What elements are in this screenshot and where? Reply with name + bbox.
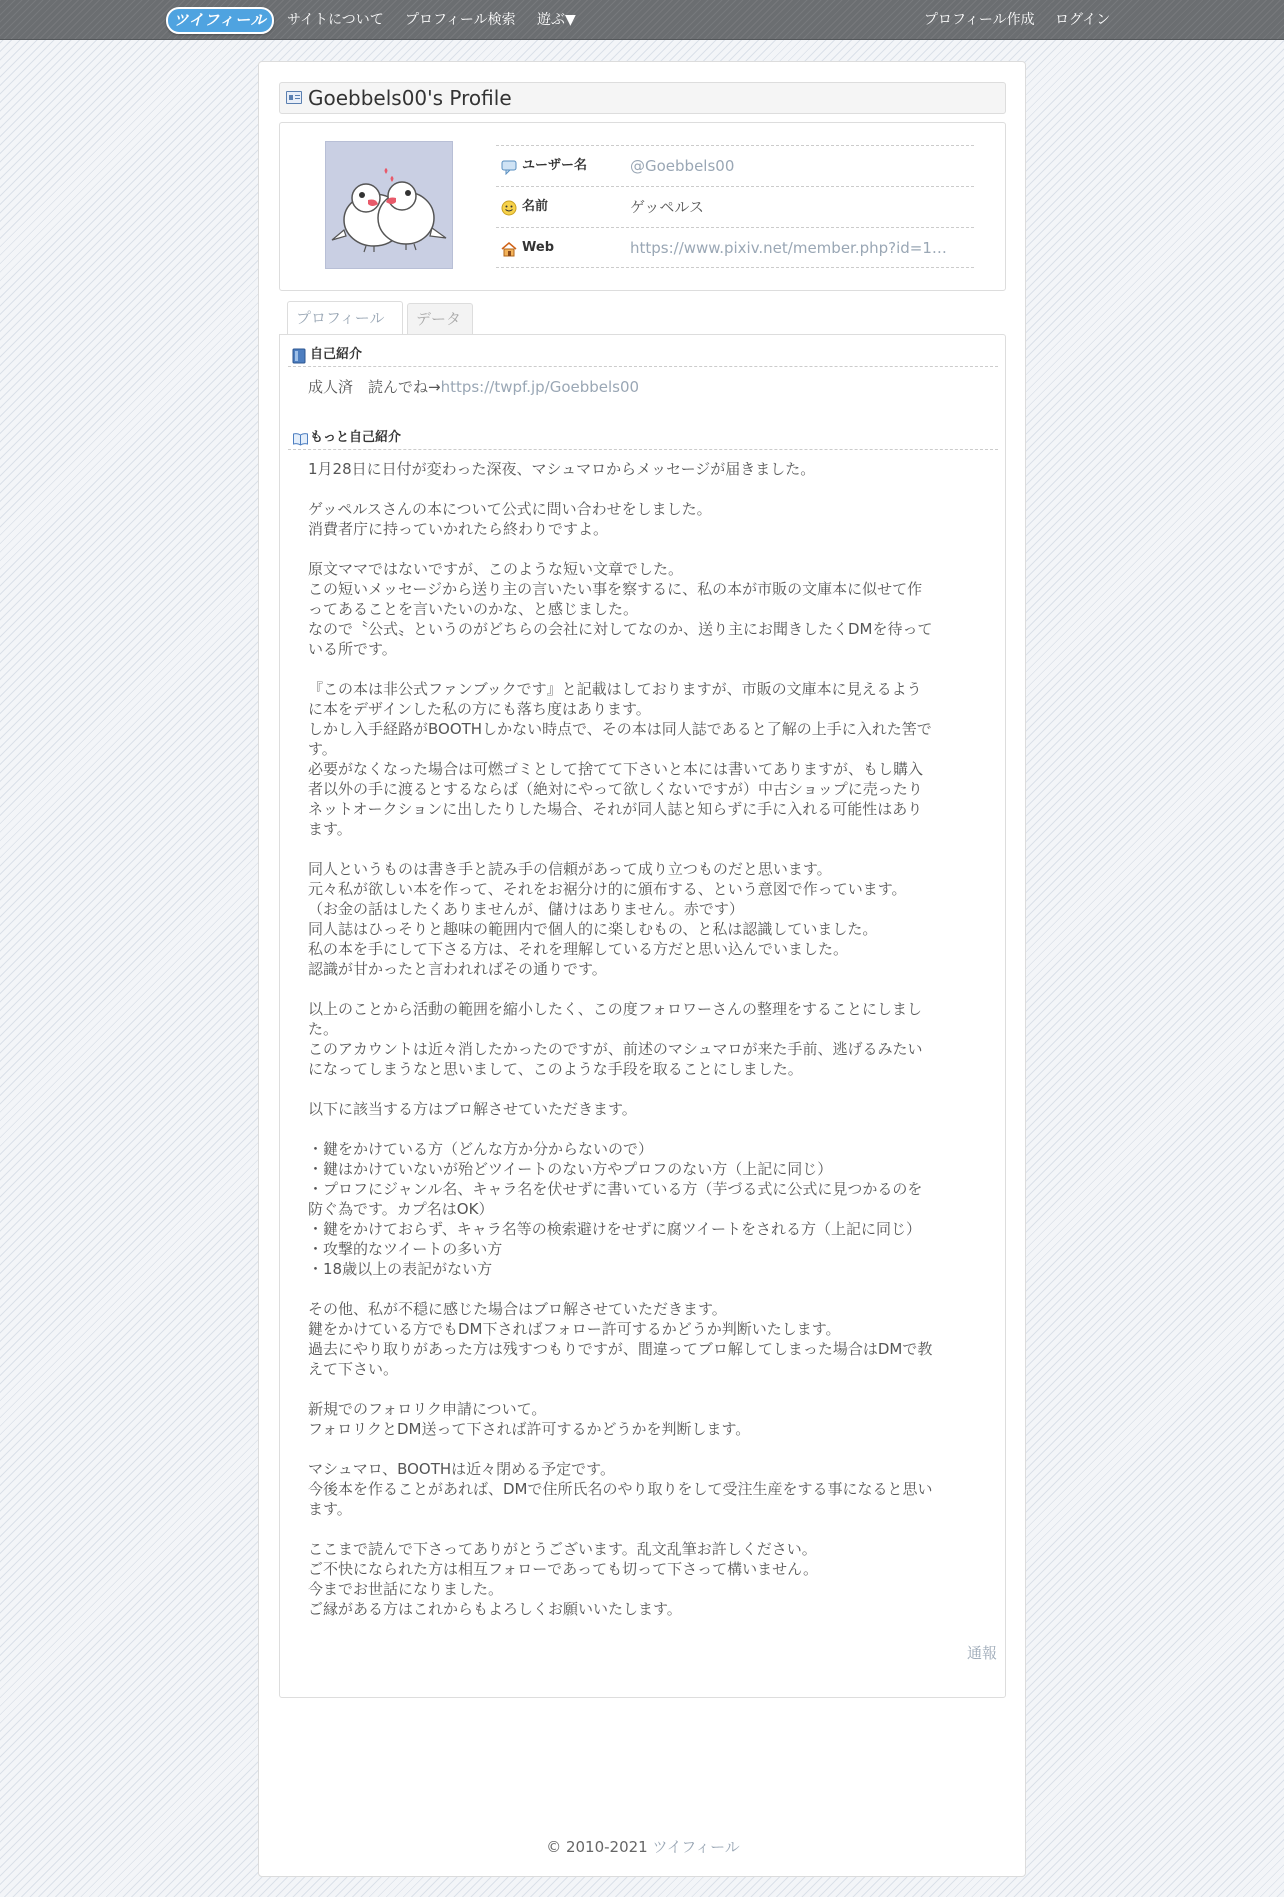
more-line: なので〝公式〟というのがどちらの会社に対してなのか、送り主にお聞きしたくDMを待って [308, 620, 933, 638]
more-paragraph [308, 1459, 978, 1519]
more-line: ネットオークションに出したりした場合、それが同人誌と知らずに手に入れる可能性はあり [308, 800, 923, 818]
more-line: えて下さい。 [308, 1360, 399, 1378]
more-paragraph [308, 499, 978, 539]
notebook-icon [292, 348, 306, 364]
username-link[interactable]: @Goebbels00 [630, 157, 735, 175]
more-line: 以上のことから活動の範囲を縮小したく、この度フォロワーさんの整理をすることにしまし [308, 1000, 922, 1018]
more-line: 私の本を手にして下さる方は、それを理解している方だと思い込んでいました。 [308, 940, 849, 958]
more-line: 防ぐ為です。カプ名はOK） [308, 1200, 494, 1218]
bio-text [308, 377, 978, 397]
web-label: Web [522, 240, 554, 255]
more-line: 同人というものは書き手と読み手の信頼があって成り立つものだと思います。 [308, 860, 832, 878]
site-logo[interactable]: ツイフィール [166, 7, 274, 34]
more-line: ここまで読んで下さってありがとうございます。乱文乱筆お許しください。 [308, 1540, 817, 1558]
more-line: になってしまうなと思いまして、このような手段を取ることにしました。 [308, 1060, 803, 1078]
nav-link-about[interactable]: サイトについて [287, 12, 384, 28]
more-line: ます。 [308, 820, 352, 838]
more-line: た。 [308, 1020, 339, 1038]
more-line: いる所です。 [308, 640, 397, 658]
more-paragraph [308, 1099, 978, 1119]
more-line: 今までお世話になりました。 [308, 1580, 504, 1598]
more-line: 1月28日に日付が変わった深夜、マシュマロからメッセージが届きました。 [308, 460, 816, 478]
more-paragraph [308, 859, 978, 979]
more-line: その他、私が不穏に感じた場合はブロ解させていただきます。 [308, 1300, 727, 1318]
profile-summary [279, 122, 1006, 291]
more-line: 今後本を作ることがあれば、DMで住所氏名のやり取りをして受注生産をする事になると思い [308, 1480, 933, 1498]
info-row-name [496, 186, 974, 227]
more-paragraph [308, 1399, 978, 1439]
more-line: 新規でのフォロリク申請について。 [308, 1400, 547, 1418]
bio-section-title: 自己紹介 [310, 347, 363, 362]
more-line: ・鍵をかけておらず、キャラ名等の検索避けをせずに腐ツイートをされる方（上記に同じ） [308, 1220, 922, 1238]
tab-profile[interactable]: プロフィール [287, 301, 403, 335]
more-paragraph [308, 559, 978, 659]
info-row-web [496, 227, 974, 268]
more-line: 必要がなくなった場合は可燃ゴミとして捨てて下さいと本には書いてありますが、もし購入 [308, 760, 924, 778]
more-line: す。 [308, 740, 337, 758]
more-line: しかし入手経路がBOOTHしかない時点で、その本は同人誌であると了解の上手に入れた筈で [308, 720, 932, 738]
more-line: ってあることを言いたいのかな、と感じました。 [308, 600, 639, 618]
more-line: （お金の話はしたくありませんが、儲けはありません。赤です） [308, 900, 744, 918]
top-navbar [0, 0, 1284, 40]
more-line: ・鍵をかけている方（どんな方か分からないので） [308, 1140, 654, 1158]
more-line: 認識が甘かったと言われればその通りです。 [308, 960, 607, 978]
footer [259, 1836, 1027, 1857]
more-line: 『この本は非公式ファンブックです』と記載はしておりますが、市販の文庫本に見えるよう [308, 680, 922, 698]
more-line: 以下に該当する方はブロ解させていただきます。 [308, 1100, 637, 1118]
more-line: 元々私が欲しい本を作って、それをお裾分け的に頒布する、という意図で作っています。 [308, 880, 907, 898]
home-icon [501, 241, 517, 257]
more-line: この短いメッセージから送り主の言いたい事を察するに、私の本が市販の文庫本に似せて作 [308, 580, 923, 598]
speech-bubble-icon [501, 159, 517, 175]
more-line: に本をデザインした私の方にも落ち度はあります。 [308, 700, 651, 718]
more-line: ・鍵はかけていないが殆どツイートのない方やプロフのない方（上記に同じ） [308, 1160, 833, 1178]
more-line: マシュマロ、BOOTHは近々閉める予定です。 [308, 1460, 615, 1478]
more-line: フォロリクとDM送って下されば許可するかどうかを判断します。 [308, 1420, 751, 1438]
nav-link-profile-search[interactable]: プロフィール検索 [405, 12, 516, 28]
more-section-header [288, 426, 998, 450]
more-paragraph [308, 1539, 978, 1619]
more-line: ・18歳以上の表記がない方 [308, 1260, 493, 1278]
report-link[interactable]: 通報 [966, 1644, 997, 1662]
name-value: ゲッペルス [630, 198, 704, 216]
bio-text-body: 成人済 読んでね→ [308, 378, 441, 396]
more-line: 同人誌はひっそりと趣味の範囲内で個人的に楽しむもの、と私は認識していました。 [308, 920, 878, 938]
more-paragraph [308, 459, 978, 479]
more-line: 鍵をかけている方でもDM下さればフォロー許可するかどうか判断いたします。 [308, 1320, 841, 1338]
page-title: Goebbels00's Profile [308, 86, 512, 110]
profile-card [258, 61, 1026, 1877]
open-book-icon [292, 431, 309, 447]
more-line: 過去にやり取りがあった方は残すつもりですが、間違ってブロ解してしまった場合はDMで教 [308, 1340, 933, 1358]
more-line: ・攻撃的なツイートの多い方 [308, 1240, 503, 1258]
more-line: ご縁がある方はこれからもよろしくお願いいたします。 [308, 1600, 682, 1618]
info-row-username [496, 145, 974, 186]
bio-section-header [288, 343, 998, 367]
nav-link-create-profile[interactable]: プロフィール作成 [924, 12, 1035, 28]
tab-data[interactable]: データ [407, 303, 473, 335]
more-line: このアカウントは近々消したかったのですが、前述のマシュマロが来た手前、逃げるみたい [308, 1040, 923, 1058]
more-line: ご不快になられた方は相互フォローであっても切って下さって構いません。 [308, 1560, 819, 1578]
more-paragraph [308, 1299, 978, 1379]
more-line: 消費者庁に持っていかれたら終わりですよ。 [308, 520, 609, 538]
footer-brand-link[interactable]: ツイフィール [652, 1838, 740, 1856]
profile-content [279, 334, 1006, 1698]
more-text [308, 459, 978, 1619]
more-line: 原文ママではないですが、このような短い文章でした。 [308, 560, 684, 578]
nav-link-play-dropdown[interactable]: 遊ぶ▼ [537, 12, 576, 28]
more-line: ゲッペルスさんの本について公式に問い合わせをしました。 [308, 500, 712, 518]
more-line: 者以外の手に渡るとするならば（絶対にやって欲しくないですが）中古ショップに売ったり [308, 780, 923, 798]
name-label: 名前 [522, 199, 549, 214]
profile-info-table [496, 145, 974, 268]
more-paragraph [308, 999, 978, 1079]
smiley-icon [501, 200, 517, 216]
username-label: ユーザー名 [522, 158, 588, 173]
footer-copyright: © 2010-2021 [546, 1838, 653, 1856]
avatar[interactable] [325, 141, 453, 269]
id-card-icon [286, 91, 302, 104]
bio-link[interactable]: https://twpf.jp/Goebbels00 [440, 378, 640, 396]
web-link[interactable]: https://www.pixiv.net/member.php?id=1… [630, 239, 947, 257]
more-line: ・プロフにジャンル名、キャラ名を伏せずに書いている方（芋づる式に公式に見つかるのを [308, 1180, 923, 1198]
more-section-title: もっと自己紹介 [310, 430, 402, 445]
profile-title-bar [279, 82, 1006, 114]
more-line: ます。 [308, 1500, 352, 1518]
java-sparrows-avatar-icon [326, 142, 453, 269]
more-paragraph [308, 1139, 978, 1279]
nav-link-login[interactable]: ログイン [1055, 12, 1111, 28]
more-paragraph [308, 679, 978, 839]
